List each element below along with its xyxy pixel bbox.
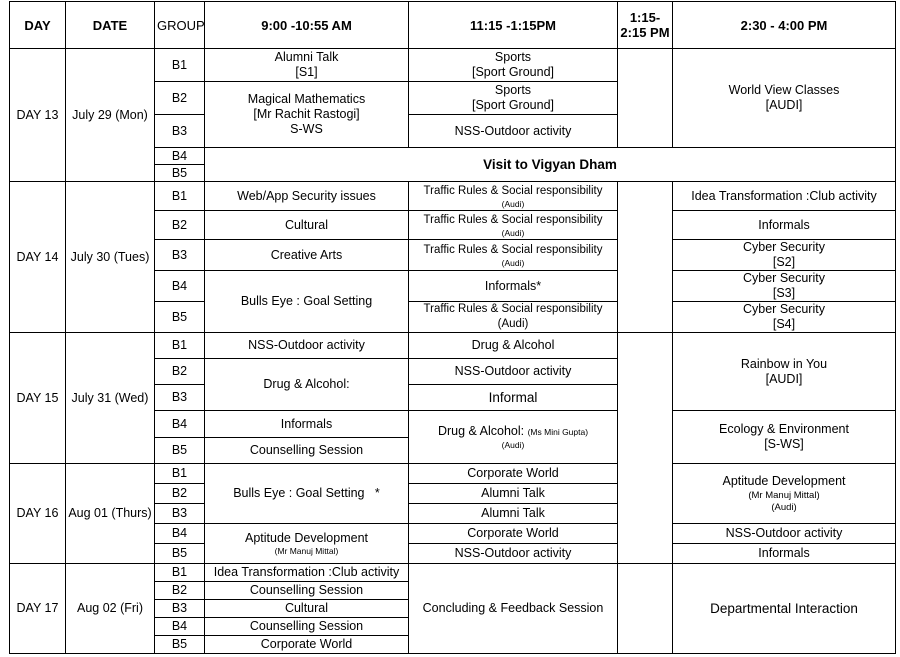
lunch-cell [618,564,673,654]
session-cell: Drug & Alcohol: [205,359,409,411]
session-cell: Departmental Interaction [673,564,896,654]
table-row [10,564,896,582]
group-cell: B3 [155,600,205,618]
table-row [10,464,896,484]
session-cell: Sports [Sport Ground] [409,82,618,115]
schedule-table [9,1,896,654]
session-cell: Cyber Security [S4] [673,302,896,333]
session-cell: Traffic Rules & Social responsibility (Audi) [409,302,618,333]
session-cell: Cultural [205,600,409,618]
header-day: DAY [10,2,66,49]
header-date: DATE [66,2,155,49]
session-cell: Drug & Alcohol: (Ms Mini Gupta) (Audi) [409,411,618,464]
group-cell: B1 [155,464,205,484]
session-cell: Idea Transformation :Club activity [673,182,896,211]
group-cell: B2 [155,359,205,385]
day-cell: DAY 13 [10,49,66,182]
session-cell: Traffic Rules & Social responsibility (Audi) [409,182,618,211]
session-cell: Counselling Session [205,618,409,636]
group-cell: B2 [155,484,205,504]
group-cell: B4 [155,618,205,636]
group-cell: B5 [155,438,205,464]
group-cell: B5 [155,165,205,182]
session-cell: Counselling Session [205,438,409,464]
group-cell: B4 [155,411,205,438]
session-cell: NSS-Outdoor activity [205,333,409,359]
session-cell: Alumni Talk [409,484,618,504]
group-cell: B2 [155,582,205,600]
session-cell: Concluding & Feedback Session [409,564,618,654]
date-cell: Aug 01 (Thurs) [66,464,155,564]
session-cell: World View Classes [AUDI] [673,49,896,148]
session-cell: Cyber Security [S3] [673,271,896,302]
date-cell: July 29 (Mon) [66,49,155,182]
date-cell: Aug 02 (Fri) [66,564,155,654]
session-cell: NSS-Outdoor activity [673,524,896,544]
session-cell: Creative Arts [205,240,409,271]
group-cell: B5 [155,302,205,333]
header-lunch: 1:15- 2:15 PM [618,2,673,49]
group-cell: B4 [155,271,205,302]
lunch-cell [618,333,673,564]
day-cell: DAY 14 [10,182,66,333]
session-cell: Cyber Security [S2] [673,240,896,271]
session-cell: NSS-Outdoor activity [409,115,618,148]
session-cell: Sports [Sport Ground] [409,49,618,82]
session-cell: Visit to Vigyan Dham [205,148,896,182]
session-cell: Aptitude Development (Mr Manuj Mittal) (Audi) [673,464,896,524]
group-cell: B1 [155,333,205,359]
day-cell: DAY 17 [10,564,66,654]
table-row [10,49,896,82]
group-cell: B3 [155,385,205,411]
group-cell: B2 [155,82,205,115]
session-cell: Informal [409,385,618,411]
session-cell: Alumni Talk [S1] [205,49,409,82]
session-cell: Informals [673,544,896,564]
session-cell: Bulls Eye : Goal Setting * [205,464,409,524]
session-cell: NSS-Outdoor activity [409,359,618,385]
session-cell: Informals [205,411,409,438]
group-cell: B5 [155,636,205,654]
session-cell: Rainbow in You [AUDI] [673,333,896,411]
session-cell: Ecology & Environment [S-WS] [673,411,896,464]
session-cell: Cultural [205,211,409,240]
group-cell: B5 [155,544,205,564]
session-cell: Idea Transformation :Club activity [205,564,409,582]
group-cell: B1 [155,182,205,211]
session-cell: Web/App Security issues [205,182,409,211]
session-cell: Bulls Eye : Goal Setting [205,271,409,333]
table-row [10,333,896,359]
group-cell: B3 [155,115,205,148]
group-cell: B1 [155,564,205,582]
group-cell: B3 [155,240,205,271]
group-cell: B4 [155,524,205,544]
session-cell: Informals* [409,271,618,302]
group-cell: B3 [155,504,205,524]
session-cell: NSS-Outdoor activity [409,544,618,564]
session-cell: Aptitude Development (Mr Manuj Mittal) [205,524,409,564]
session-cell: Magical Mathematics [Mr Rachit Rastogi] S-WS [205,82,409,148]
table-row [10,182,896,211]
group-cell: B1 [155,49,205,82]
session-cell: Informals [673,211,896,240]
header-slot1: 9:00 -10:55 AM [205,2,409,49]
header-slot3: 2:30 - 4:00 PM [673,2,896,49]
lunch-cell [618,182,673,333]
session-cell: Drug & Alcohol [409,333,618,359]
day-cell: DAY 15 [10,333,66,464]
date-cell: July 30 (Tues) [66,182,155,333]
session-cell: Traffic Rules & Social responsibility (Audi) [409,240,618,271]
date-cell: July 31 (Wed) [66,333,155,464]
header-row [10,2,896,49]
session-cell: Corporate World [409,464,618,484]
session-cell: Traffic Rules & Social responsibility (Audi) [409,211,618,240]
session-cell: Counselling Session [205,582,409,600]
header-group: GROUP [155,2,205,49]
lunch-cell [618,49,673,148]
session-cell: Corporate World [409,524,618,544]
session-cell: Corporate World [205,636,409,654]
group-cell: B2 [155,211,205,240]
session-cell: Alumni Talk [409,504,618,524]
header-slot2: 11:15 -1:15PM [409,2,618,49]
day-cell: DAY 16 [10,464,66,564]
group-cell: B4 [155,148,205,165]
